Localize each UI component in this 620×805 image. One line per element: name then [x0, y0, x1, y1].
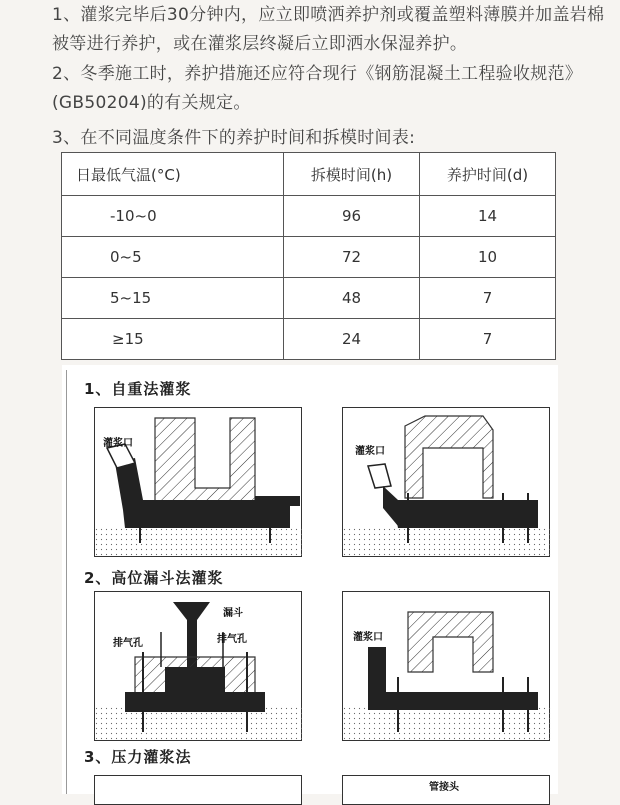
panel-pressure-right — [342, 775, 550, 805]
section-title-pressure: 3、压力灌浆法 — [84, 748, 192, 766]
label-pour-port: 灌浆口 — [103, 438, 133, 449]
table-header-row — [62, 153, 556, 196]
cell-temp: ≥15 — [62, 319, 284, 360]
cell-curing: 7 — [419, 278, 555, 319]
curing-time-table — [61, 152, 556, 360]
header-demold-time: 拆模时间(h) — [284, 153, 420, 196]
paragraph-winter: 2、冬季施工时，养护措施还应符合现行《钢筋混凝土工程验收规范》(GB50204)的有关规定。 — [52, 64, 583, 113]
cell-demold: 96 — [284, 196, 420, 237]
cell-temp: -10~0 — [62, 196, 284, 237]
cell-demold: 24 — [284, 319, 420, 360]
cell-temp: 0~5 — [62, 237, 284, 278]
header-curing-time: 养护时间(d) — [419, 153, 555, 196]
panel-gravity-left — [94, 407, 302, 557]
panel-funnel-left — [94, 591, 302, 741]
panel-pressure-left — [94, 775, 302, 805]
header-min-temp: 日最低气温(°C) — [62, 153, 284, 196]
cell-curing: 7 — [419, 319, 555, 360]
label-pour-port: 灌浆口 — [353, 632, 383, 643]
panel-funnel-right — [342, 591, 550, 741]
cell-curing: 14 — [419, 196, 555, 237]
label-vent-hole: 排气孔 — [113, 638, 143, 649]
label-funnel: 漏斗 — [223, 608, 243, 619]
label-pipe-joint: 管接头 — [429, 782, 459, 793]
section-title-gravity: 1、自重法灌浆 — [84, 380, 192, 398]
cell-demold: 48 — [284, 278, 420, 319]
grouting-methods-diagram — [62, 365, 558, 794]
label-vent-hole: 排气孔 — [217, 634, 247, 645]
cell-demold: 72 — [284, 237, 420, 278]
table-row — [62, 278, 556, 319]
paragraph-curing: 1、灌浆完毕后30分钟内，应立即喷洒养护剂或覆盖塑料薄膜并加盖岩棉被等进行养护，或在灌浆层终凝后立即洒水保湿养护。 — [52, 5, 605, 54]
table-row — [62, 196, 556, 237]
table-row — [62, 237, 556, 278]
section-title-funnel: 2、高位漏斗法灌浆 — [84, 569, 224, 587]
panel-gravity-right — [342, 407, 550, 557]
table-row — [62, 319, 556, 360]
label-pour-port: 灌浆口 — [355, 446, 385, 457]
margin-line — [66, 370, 67, 794]
cell-curing: 10 — [419, 237, 555, 278]
paragraph-table-intro: 3、在不同温度条件下的养护时间和拆模时间表: — [52, 128, 416, 148]
cell-temp: 5~15 — [62, 278, 284, 319]
